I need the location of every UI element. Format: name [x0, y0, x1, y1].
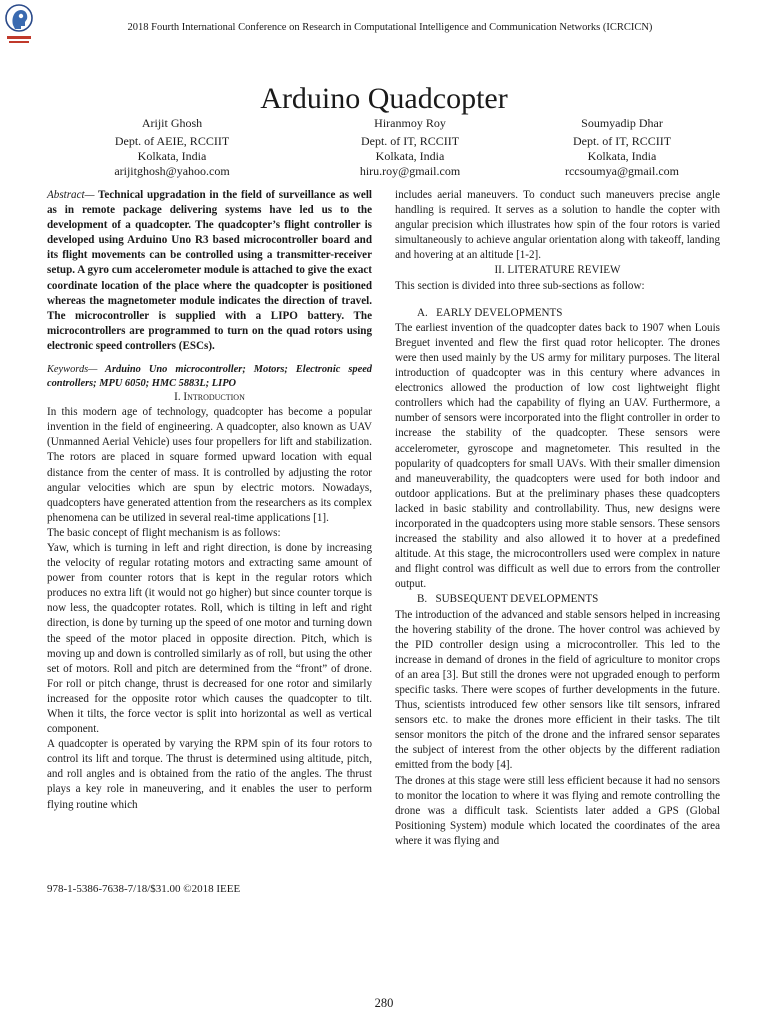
- section-heading-introduction: I. Introduction: [174, 391, 245, 404]
- keywords-label: Keywords—: [47, 364, 98, 376]
- author-dept: Dept. of AEIE, RCCIIT: [114, 134, 230, 148]
- author-block-1: [62, 116, 282, 179]
- author-name: Hiranmoy Roy: [374, 116, 446, 130]
- intro-paragraph: The basic concept of flight mechanism is as follows:: [47, 526, 281, 539]
- author-dept: Dept. of IT, RCCIIT: [360, 134, 460, 148]
- page-number: 280: [374, 996, 394, 1010]
- left-column: [47, 188, 372, 813]
- early-developments-text: The earliest invention of the quadcopter dates back to 1907 when Louis Breguet invented and flew the first quad rotor helicopter. The drones were then used mainly by the US army for military purposes. The literal introduction of quadcopter was in this century where advances in electronics allowed the production of low cost lightweight flight controllers which had the capability of flying an UAV. Furthermore, a number of sensors were incorporated into the flight controller in order to increase the stability of the quadcopter. These sensors were accelerometer, gyroscope and magnetometer. This resulted in the popularity of quadcopters for small UAVs. With their smaller dimension and maneuverability, the quadcopters were used for both indoor and outdoor applications. But at the preliminary phases these quadcopters lacked in basic stability and controllability. Thus, new designs were incorporated in the quadcopters using more stable sensors. These sensors increased the stability and also allowed it to hover at a predefined altitude. At this stage, the microcontrollers used were complex in nature and flight control was difficult as well due to errors from the controller output.: [395, 321, 720, 591]
- author-name: Soumyadip Dhar: [581, 116, 663, 130]
- author-email: rccsoumya@gmail.com: [564, 164, 680, 178]
- author-email: hiru.roy@gmail.com: [359, 164, 461, 178]
- intro-continuation: includes aerial maneuvers. To conduct such maneuvers precise angle handling is required. It serves as a solution to handle the copter with angular precision which illustrates how spin of the four rotors is varied simultaneously to achieve angular orientation along with takeoff, landing and hovering at an altitude [1-2].: [395, 189, 720, 262]
- intro-paragraph: In this modern age of technology, quadcopter has become a popular invention in the field of engineering. A quadcopter, also known as UAV (Unmanned Aerial Vehicle) uses four propellers for lift and stabilization. The rotors are placed in square formed upward location with equal distance from the center of mass. It is controlled by adjusting the rotor angular velocities which are spun by electric motors. Nowadays, quadcopters have generated attention from the researchers as its complex phenomena can be utilized in several real-time applications [1].: [47, 406, 372, 524]
- subsection-heading-early: A. EARLY DEVELOPMENTS: [417, 306, 563, 319]
- conference-seal-icon: [3, 3, 35, 47]
- intro-paragraph: A quadcopter is operated by varying the RPM spin of its four rotors to control its lift and torque. The thrust is determined using altitude, pitch, and roll angles and is obtained from the ratio of the angles. The thrust plays a key role in maneuvering, and it enables the user to perform flying routine which: [47, 738, 372, 811]
- author-location: Kolkata, India: [375, 149, 445, 163]
- author-location: Kolkata, India: [587, 149, 657, 163]
- intro-paragraph: Yaw, which is turning in left and right direction, is done by increasing the velocity of regular rotating motors and extracting same amount of power from counter rotors that is kept in the regular rotors which produces no extra lift (it would not go higher) but since counter torque is now less, the quadcopter rotates. Roll, which is tilting in left and right direction, is done by turning up the speed of one motor and turning down the speed of the motor placed in opposite direction. Pitch, which is moving up and down is controlled similarly as of roll, but using the other set of motors. Roll and pitch are determined from the “front” of drone. For roll or pitch change, thrust is decreased for one rotor and similarly increased for the opposite rotor which causes the quadcopter to tilt. When it tilts, the force vector is split into horizontal as well as vertical component.: [47, 541, 372, 736]
- conference-header: 2018 Fourth International Conference on Research in Computational Intelligence and Communication Networks (ICRCICN): [127, 22, 653, 33]
- author-location: Kolkata, India: [137, 149, 207, 163]
- subsection-heading-subsequent: B. SUBSEQUENT DEVELOPMENTS: [417, 593, 599, 606]
- author-email: arijitghosh@yahoo.com: [114, 164, 230, 178]
- keywords: [47, 363, 372, 390]
- author-block-3: [512, 116, 732, 179]
- copyright-notice: 978-1-5386-7638-7/18/$31.00 ©2018 IEEE: [47, 883, 241, 895]
- abstract-text: Technical upgradation in the field of surveillance as well as in remote package delivering systems have led us to the development of a quadcopter. The quadcopter’s flight controller is developed using Arduino Uno R3 based microcontroller board and its flight movements can be controlled using a transmitter-receiver setup. A gyro cum accelerometer module is attached to give the exact coordinate location of the place where the quadcopter is positioned whereas the magnetometer module indicates the direction of travel. The microcontroller is supplied with a LIPO battery. The microcontrollers are programmed to turn on the quad rotors using electronic speed controllers (ESCs).: [47, 189, 372, 352]
- section-heading-literature-review: II. LITERATURE REVIEW: [494, 264, 621, 277]
- lit-review-intro: This section is divided into three sub-sections as follow:: [395, 279, 645, 292]
- abstract: [47, 188, 372, 354]
- abstract-label: Abstract—: [47, 189, 95, 201]
- subsequent-paragraph: The drones at this stage were still less efficient because it had no sensors to monitor the location to where it was flying and remote controlling the drone was a difficult task. Scientists later added a GPS (Global Positioning System) module which located the coordinates of the area where it was flying and: [395, 774, 720, 847]
- subsequent-paragraph: The introduction of the advanced and stable sensors helped in increasing the hovering stability of the drone. The hover control was achieved by the PID controller design using a microcontroller. This led to the increase in demand of drones in the field of agriculture to monitor crops of an area [3]. But still the drones were not upgraded enough to perform specific tasks. There were scopes of further developments in the future. Thus, scientists introduced few other sensors like tilt sensors, infrared sensors etc. to make the drones more efficient in their tasks. The tilt sensor monitors the pitch of the drone and the infrared sensor separates the subject of interest from the other objects by the different radiation emitted from the body [4].: [395, 608, 720, 772]
- author-name: Arijit Ghosh: [141, 116, 203, 130]
- author-block-2: [300, 116, 520, 179]
- keywords-text: Arduino Uno microcontroller; Motors; Electronic speed controllers; MPU 6050; HMC 5883L; LIPO: [47, 364, 372, 389]
- author-dept: Dept. of IT, RCCIIT: [572, 134, 672, 148]
- right-column: [395, 188, 720, 849]
- paper-title: Arduino Quadcopter: [260, 82, 508, 116]
